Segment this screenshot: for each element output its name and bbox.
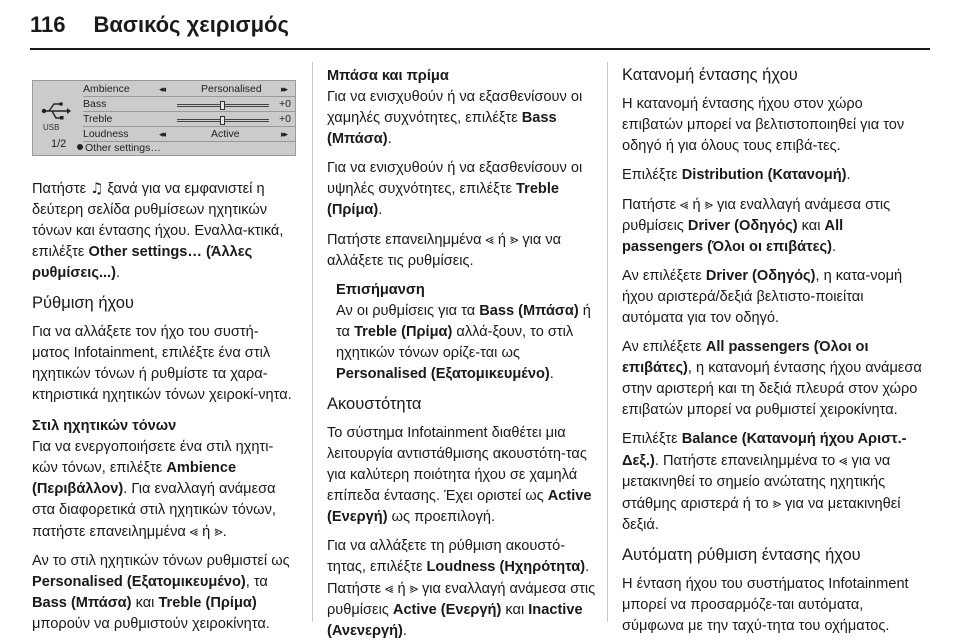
bass-value: +0 [279,98,291,110]
paragraph: Το σύστημα Infotainment διαθέτει μια λειτουργία αντιστάθμισης ακουστότη-τας για καλύτερη ποιότητα ήχου σε χαμηλά επίπεδα έντασης. Έχει οριστεί ως Active (Ενεργή) ως προεπιλογή. [327,425,592,525]
paragraph: Αν επιλέξετε All passengers (Όλοι οι επιβάτες), η κατανομή έντασης ήχου ανάμεσα στην αριστερή και τη δεξιά πλευρά στον χώρο επιβατών μπορεί να ρυθμιστεί χειροκίνητα. [622,339,922,418]
note-title: Επισήμανση [336,282,425,298]
paragraph: Πατήστε ⪡ ή ⪢ για εναλλαγή ανάμεσα στις ρυθμίσεις Driver (Οδηγός) και All passengers (Όλοι οι επιβάτες). [622,196,891,255]
subheading-style: Στιλ ηχητικών τόνων [32,418,177,434]
row-divider [83,96,295,97]
column-3 [622,62,924,642]
section-heading-loudness: Ακουστότητα [327,395,422,413]
paragraph: Αν το στιλ ηχητικών τόνων ρυθμιστεί ως Personalised (Εξατομικευμένο), τα Bass (Μπάσα) και Treble (Πρίμα) μπορούν να ρυθμιστούν χειροκίνητα. [32,553,290,632]
column-divider [312,62,313,622]
paragraph: Επιλέξτε Distribution (Κατανομή). [622,167,851,183]
ambience-label: Ambience [83,83,130,95]
ambience-row[interactable] [83,83,295,96]
other-settings-row[interactable] [77,142,289,155]
slider-knob[interactable] [220,101,225,110]
music-note-icon: ♫ [90,180,104,197]
paragraph: Αν επιλέξετε Driver (Οδηγός), η κατα-νομή ήχου αριστερά/δεξιά βελτιστο-ποιείται αυτόματα για τον οδηγό. [622,268,903,326]
treble-row[interactable] [83,113,295,126]
slider-knob[interactable] [220,116,225,125]
paragraph: Η κατανομή έντασης ήχου στον χώρο επιβατών μπορεί να βελτιστοποιηθεί για τον οδηγό ή για όλους τους επιβά-τες. [622,96,905,154]
page-header [30,12,289,42]
paragraph: Η ένταση ήχου του συστήματος Infotainment μπορεί να προσαρμόζε-ται αυτόματα, σύμφωνα με την ταχύ-τητα του οχήματος. [622,576,909,634]
subheading-bass-treble: Μπάσα και πρίμα [327,68,449,84]
prev-icon: ⪡ [385,580,394,597]
paragraph: Για να ενισχυθούν ή να εξασθενίσουν οι χαμηλές συχνότητες, επιλέξτε Bass (Μπάσα). [327,89,583,147]
next-icon: ⪢ [214,523,223,540]
treble-value: +0 [279,113,291,125]
note-box [327,280,597,385]
prev-icon: ⪡ [680,196,689,213]
prev-icon: ⪡ [485,231,494,248]
column-1 [32,178,294,642]
chevron-left-icon[interactable]: ◂◂ [159,129,165,139]
treble-label: Treble [83,113,113,125]
row-divider [83,111,295,112]
prev-icon: ⪡ [189,523,199,540]
section-heading-sound: Ρύθμιση ήχου [32,294,134,312]
bass-label: Bass [83,98,107,110]
bass-slider[interactable] [177,104,269,107]
page-title: Βασικός χειρισμός [93,12,289,37]
column-2 [327,62,597,642]
other-settings-label: Other settings… [77,142,161,155]
prev-icon: ⪡ [839,452,848,469]
usb-label: USB [43,123,60,132]
section-heading-distribution: Κατανομή έντασης ήχου [622,66,798,84]
paragraph: Επιλέξτε Balance (Κατανομή ήχου Αριστ.-Δεξ.). Πατήστε επανειλημμένα το ⪡ για να μετακινηθεί το σημείο ανώτατης ηχητικής στάθμης αριστερά ή το ⪢ για να μετακινηθεί δεξιά. [622,431,907,533]
loudness-label: Loudness [83,128,129,140]
bass-row[interactable] [83,98,295,111]
next-icon: ⪢ [772,495,781,512]
next-icon: ⪢ [510,231,519,248]
ambience-value: Personalised [201,83,262,95]
paragraph: Για να ενεργοποιήσετε ένα στιλ ηχητι-κών τόνων, επιλέξτε Ambience (Περιβάλλον). Για εναλλαγή ανάμεσα στα διαφορετικά στιλ ηχητικών τόνων, πατήστε επανειλημμένα ⪡ ή ⪢. [32,439,276,540]
row-divider [83,126,295,127]
paragraph: Για να αλλάξετε τον ήχο του συστή-ματος Infotainment, επιλέξτε ένα στιλ ηχητικών τόνων ή ρυθμίστε τα χαρα-κτηριστικά ηχητικών τόνων χειροκί-νητα. [32,324,292,403]
loudness-row[interactable] [83,128,295,141]
column-divider [607,62,608,622]
paragraph: Πατήστε ♫ ξανά για να εμφανιστεί η δεύτερη σελίδα ρυθμίσεων ηχητικών τόνων και έντασης ήχου. Εναλλα-κτικά, επιλέξτε Other settings… (Άλλες ρυθμίσεις...). [32,180,284,281]
note-text: Αν οι ρυθμίσεις για τα Bass (Μπάσα) ή τα Treble (Πρίμα) αλλά-ξουν, το στιλ ηχητικών τόνων ορίζε-ται ως Personalised (Εξατομικευμένο). [336,303,591,382]
usb-icon [41,101,71,121]
section-heading-auto-volume: Αυτόματη ρύθμιση έντασης ήχου [622,546,861,564]
paragraph: Πατήστε επανειλημμένα ⪡ ή ⪢ για να αλλάξετε τις ρυθμίσεις. [327,231,562,269]
bullet-icon [77,144,83,150]
next-icon: ⪢ [409,580,418,597]
header-rule [30,48,930,50]
chevron-right-icon[interactable]: ▸▸ [281,129,287,139]
chevron-right-icon[interactable]: ▸▸ [281,84,287,94]
audio-settings-screen [32,80,296,156]
paragraph: Για να ενισχυθούν ή να εξασθενίσουν οι υψηλές συχνότητες, επιλέξτε Treble (Πρίμα). [327,160,583,218]
chevron-left-icon[interactable]: ◂◂ [159,84,165,94]
page-indicator: 1/2 [51,138,67,150]
next-icon: ⪢ [704,196,713,213]
treble-slider[interactable] [177,119,269,122]
loudness-value: Active [211,128,240,140]
paragraph: Για να αλλάξετε τη ρύθμιση ακουστό-τητας, επιλέξτε Loudness (Ηχηρότητα). Πατήστε ⪡ ή ⪢ για εναλλαγή ανάμεσα στις ρυθμίσεις Active (Ενεργή) και Inactive (Ανενεργή). [327,538,596,639]
page-number: 116 [30,12,66,37]
usb-source-area [33,81,79,157]
